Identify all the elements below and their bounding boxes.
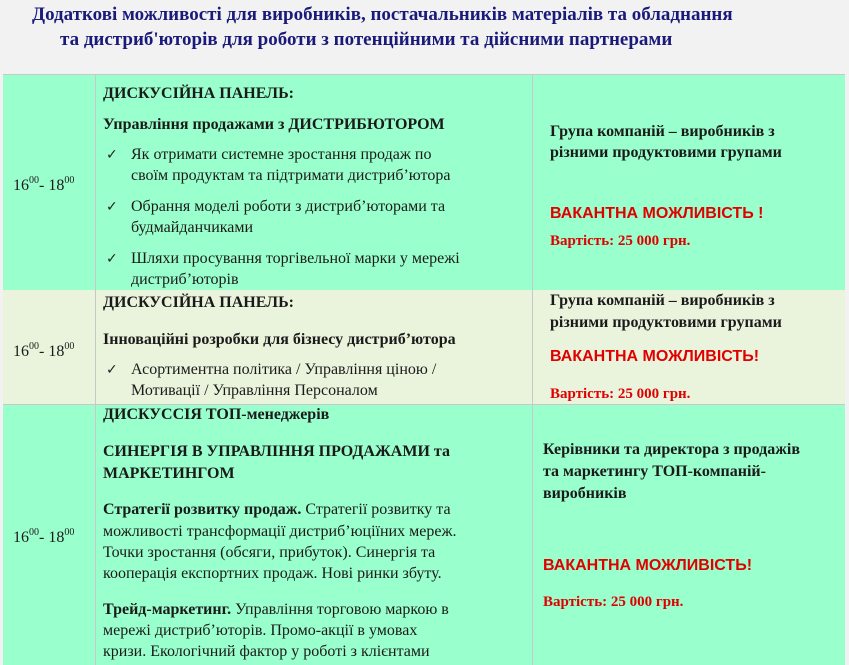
audience-line: виробників <box>543 485 627 502</box>
session-row-3 <box>3 405 845 665</box>
description-cell <box>96 405 533 665</box>
paragraph-line: Точки зростання (обсяги, прибуток). Синергія та <box>103 544 436 561</box>
paragraph-line: кооперація експортних продаж. Нові ринки збуту. <box>103 565 442 582</box>
time-cell <box>3 75 96 290</box>
price-label: Вартість: 25 000 грн. <box>550 233 691 249</box>
vacancy-label: ВАКАНТНА МОЖЛИВІСТЬ! <box>550 348 760 365</box>
sponsor-cell <box>533 405 845 665</box>
audience-line: різними продуктовими групами <box>550 144 782 161</box>
check-icon: ✓ <box>106 362 118 378</box>
bullet-line: своїм продуктам та підтримати дистриб’ютора <box>131 167 451 184</box>
vacancy-label: ВАКАНТНА МОЖЛИВІСТЬ! <box>543 557 753 574</box>
check-icon: ✓ <box>106 251 118 267</box>
audience-line: та маркетингу ТОП-компаній- <box>543 463 766 480</box>
vacancy-label: ВАКАНТНА МОЖЛИВІСТЬ ! <box>550 205 764 222</box>
section-heading: МАРКЕТИНГОМ <box>103 465 235 482</box>
paragraph-line: мережі дистриб’юторів. Промо-акції в умовах <box>103 622 418 639</box>
check-icon: ✓ <box>106 199 118 215</box>
panel-subtitle: Інноваційні розробки для бізнесу дистриб’ютора <box>103 331 456 348</box>
price-label: Вартість: 25 000 грн. <box>550 386 691 402</box>
sponsor-cell <box>533 290 845 404</box>
bullet-line: Мотивації / Управління Персоналом <box>131 382 378 399</box>
section-heading: СИНЕРГІЯ В УПРАВЛІННЯ ПРОДАЖАМИ та <box>103 443 450 460</box>
sponsor-cell <box>533 75 845 290</box>
bullet-line: Обрання моделі роботи з дистриб’юторами та <box>131 198 446 215</box>
panel-title: ДИСКУСІЙНА ПАНЕЛЬ: <box>103 85 294 102</box>
paragraph-lead: Стратегії розвитку продаж. <box>103 501 302 518</box>
time-cell <box>3 290 96 404</box>
time-range: $16^{00}-$ $18^{00}$ <box>13 527 75 546</box>
panel-title: ДИСКУССІЯ ТОП-менеджерів <box>103 406 330 423</box>
paragraph-line: можливості трансформації дистриб’юціїних мереж. <box>103 523 457 540</box>
bullet-line: Як отримати системне зростання продаж по <box>131 146 432 163</box>
session-row-2 <box>3 290 845 405</box>
time-range: $16^{00}-$ $18^{00}$ <box>13 341 75 360</box>
audience-line: різними продуктовими групами <box>550 314 782 331</box>
header-line-1: Додаткові можливості для виробників, постачальників матеріалів та обладнання <box>32 4 733 25</box>
audience-line: Керівники та директора з продажів <box>543 441 800 458</box>
bullet-line: будмайданчиками <box>131 219 254 236</box>
panel-subtitle: Управління продажами з ДИСТРИБЮТОРОМ <box>103 116 445 133</box>
paragraph-line: кризи. Екологічний фактор у роботі з клієнтами <box>103 643 430 660</box>
header-line-2: та дистриб'юторів для роботи з потенційними та дійсними партнерами <box>60 29 673 50</box>
description-cell <box>96 75 533 290</box>
check-icon: ✓ <box>106 147 118 163</box>
paragraph-line: Стратегії розвитку продаж. Стратегії розвитку та <box>103 501 451 518</box>
paragraph-line: Трейд-маркетинг. Управління торговою маркою в <box>103 601 449 618</box>
bullet-line: Асортиментна політика / Управління ціною / <box>131 361 437 378</box>
audience-line: Група компаній – виробників з <box>550 292 775 309</box>
page-header <box>0 0 849 74</box>
time-range: $16^{00}-$ $18^{00}$ <box>13 175 75 194</box>
paragraph-lead: Трейд-маркетинг. <box>103 601 232 618</box>
session-row-1 <box>3 74 845 291</box>
audience-line: Група компаній – виробників з <box>550 123 775 140</box>
bullet-line: дистриб’юторів <box>131 271 239 288</box>
bullet-line: Шляхи просування торгівельної марки у мережі <box>131 250 460 267</box>
description-cell <box>96 290 533 404</box>
time-cell <box>3 405 96 665</box>
panel-title: ДИСКУСІЙНА ПАНЕЛЬ: <box>103 294 294 311</box>
price-label: Вартість: 25 000 грн. <box>543 594 684 610</box>
